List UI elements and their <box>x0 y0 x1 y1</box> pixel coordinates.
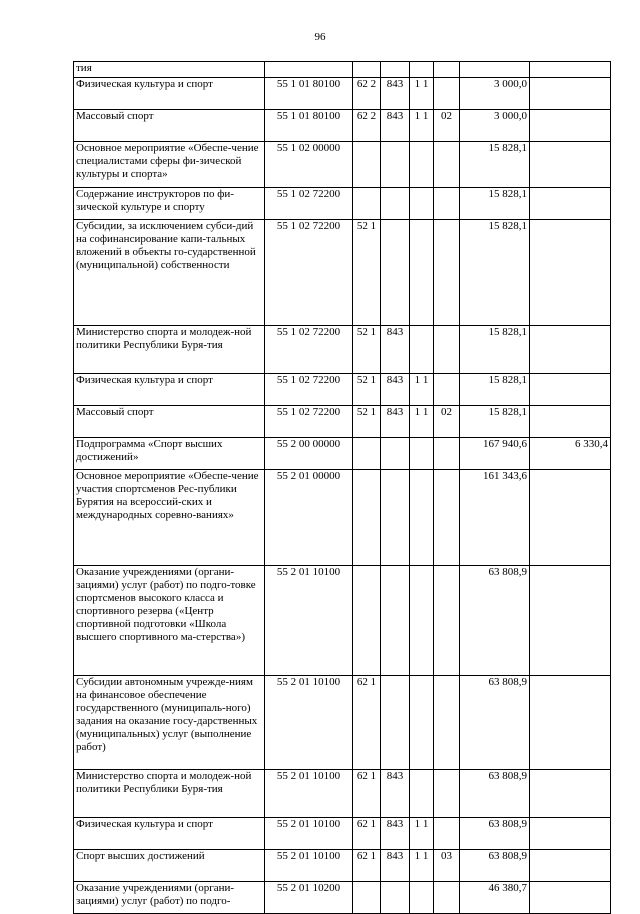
row-sum2 <box>530 374 611 406</box>
table-row <box>74 850 611 882</box>
row-vr <box>353 62 381 78</box>
row-code: 55 2 01 10100 <box>265 850 353 882</box>
table-row <box>74 882 611 914</box>
row-sum1: 161 343,6 <box>460 470 530 566</box>
row-code: 55 2 01 10100 <box>265 566 353 676</box>
row-rz: 1 1 <box>410 406 434 438</box>
row-gr: 843 <box>381 374 410 406</box>
table-row <box>74 62 611 78</box>
row-code: 55 1 02 00000 <box>265 142 353 188</box>
row-pr <box>434 438 460 470</box>
table-row <box>74 676 611 770</box>
row-sum2 <box>530 470 611 566</box>
row-vr: 62 2 <box>353 110 381 142</box>
row-name: Физическая культура и спорт <box>74 818 265 850</box>
row-vr: 62 1 <box>353 676 381 770</box>
row-sum2 <box>530 62 611 78</box>
row-sum1: 63 808,9 <box>460 676 530 770</box>
row-sum1: 3 000,0 <box>460 78 530 110</box>
row-rz <box>410 438 434 470</box>
table-row <box>74 374 611 406</box>
row-vr: 62 1 <box>353 818 381 850</box>
row-vr <box>353 470 381 566</box>
row-sum1 <box>460 62 530 78</box>
row-name: Министерство спорта и молодеж-ной политики Республики Буря-тия <box>74 770 265 818</box>
row-sum1: 15 828,1 <box>460 142 530 188</box>
row-gr <box>381 566 410 676</box>
row-vr: 62 2 <box>353 78 381 110</box>
row-pr: 02 <box>434 406 460 438</box>
row-sum2 <box>530 818 611 850</box>
table-row <box>74 188 611 220</box>
row-vr: 52 1 <box>353 374 381 406</box>
row-sum1: 63 808,9 <box>460 818 530 850</box>
row-pr <box>434 62 460 78</box>
row-vr: 52 1 <box>353 406 381 438</box>
row-pr <box>434 220 460 326</box>
row-code: 55 1 01 80100 <box>265 110 353 142</box>
row-sum1: 63 808,9 <box>460 770 530 818</box>
row-sum1: 15 828,1 <box>460 374 530 406</box>
row-vr: 62 1 <box>353 770 381 818</box>
row-gr <box>381 676 410 770</box>
row-pr <box>434 188 460 220</box>
row-rz: 1 1 <box>410 78 434 110</box>
table-row <box>74 220 611 326</box>
row-name: Основное мероприятие «Обеспе-чение участия спортсменов Рес-публики Бурятия на всероссий-ских и международных соревно-ваниях» <box>74 470 265 566</box>
row-code: 55 1 02 72200 <box>265 374 353 406</box>
row-gr <box>381 220 410 326</box>
row-pr <box>434 566 460 676</box>
row-gr: 843 <box>381 850 410 882</box>
table-row <box>74 406 611 438</box>
row-sum2 <box>530 326 611 374</box>
row-gr: 843 <box>381 110 410 142</box>
row-sum2 <box>530 882 611 914</box>
row-code: 55 1 02 72200 <box>265 326 353 374</box>
table-row <box>74 770 611 818</box>
row-gr: 843 <box>381 326 410 374</box>
row-name: Массовый спорт <box>74 110 265 142</box>
row-sum1: 15 828,1 <box>460 188 530 220</box>
row-rz <box>410 142 434 188</box>
row-pr <box>434 882 460 914</box>
row-sum1: 15 828,1 <box>460 406 530 438</box>
row-pr: 03 <box>434 850 460 882</box>
row-sum1: 15 828,1 <box>460 326 530 374</box>
row-code: 55 2 00 00000 <box>265 438 353 470</box>
row-name: Массовый спорт <box>74 406 265 438</box>
row-vr <box>353 188 381 220</box>
row-sum2 <box>530 406 611 438</box>
row-pr <box>434 78 460 110</box>
row-name: Министерство спорта и молодеж-ной политики Республики Буря-тия <box>74 326 265 374</box>
table-row <box>74 818 611 850</box>
row-name: Основное мероприятие «Обеспе-чение специалистами сферы фи-зической культуры и спорта» <box>74 142 265 188</box>
row-rz <box>410 220 434 326</box>
row-vr <box>353 882 381 914</box>
row-vr <box>353 566 381 676</box>
row-pr <box>434 770 460 818</box>
row-rz <box>410 470 434 566</box>
table-row <box>74 470 611 566</box>
row-code: 55 1 01 80100 <box>265 78 353 110</box>
row-sum1: 3 000,0 <box>460 110 530 142</box>
row-rz <box>410 676 434 770</box>
row-vr: 52 1 <box>353 326 381 374</box>
table-row <box>74 326 611 374</box>
row-code: 55 1 02 72200 <box>265 188 353 220</box>
row-name: Подпрограмма «Спорт высших достижений» <box>74 438 265 470</box>
row-vr: 62 1 <box>353 850 381 882</box>
row-code <box>265 62 353 78</box>
row-sum1: 46 380,7 <box>460 882 530 914</box>
row-vr: 52 1 <box>353 220 381 326</box>
row-rz <box>410 326 434 374</box>
row-rz: 1 1 <box>410 818 434 850</box>
row-code: 55 1 02 72200 <box>265 406 353 438</box>
row-gr <box>381 438 410 470</box>
table-row <box>74 78 611 110</box>
row-vr <box>353 438 381 470</box>
row-code: 55 2 01 10200 <box>265 882 353 914</box>
row-name: Субсидии, за исключением субси-дий на софинансирование капи-тальных вложений в объекты го-сударственной (муниципальной) собственности <box>74 220 265 326</box>
row-sum2 <box>530 676 611 770</box>
row-rz <box>410 566 434 676</box>
row-name: Оказание учреждениями (органи-зациями) услуг (работ) по подго- <box>74 882 265 914</box>
row-sum2 <box>530 110 611 142</box>
table-row <box>74 438 611 470</box>
row-rz: 1 1 <box>410 850 434 882</box>
row-name: Физическая культура и спорт <box>74 78 265 110</box>
page-number: 96 <box>314 31 326 43</box>
row-name: Содержание инструкторов по фи-зической культуре и спорту <box>74 188 265 220</box>
row-gr: 843 <box>381 78 410 110</box>
row-name: Оказание учреждениями (органи-зациями) услуг (работ) по подго-товке спортсменов высокого класса и спортивного резерва («Центр спортивной подготовки «Школа высшего спортивного ма-стерства») <box>74 566 265 676</box>
row-rz <box>410 188 434 220</box>
table-row <box>74 110 611 142</box>
row-pr <box>434 326 460 374</box>
row-pr <box>434 470 460 566</box>
row-vr <box>353 142 381 188</box>
row-rz <box>410 770 434 818</box>
budget-table-body <box>74 62 611 914</box>
row-gr <box>381 882 410 914</box>
row-code: 55 1 02 72200 <box>265 220 353 326</box>
row-name: Спорт высших достижений <box>74 850 265 882</box>
row-code: 55 2 01 10100 <box>265 818 353 850</box>
row-name: Физическая культура и спорт <box>74 374 265 406</box>
table-row <box>74 566 611 676</box>
row-gr: 843 <box>381 770 410 818</box>
row-pr <box>434 142 460 188</box>
row-code: 55 2 01 00000 <box>265 470 353 566</box>
row-name: Субсидии автономным учрежде-ниям на финансовое обеспечение государственного (муниципаль-ного) задания на оказание госу-дарственных (муниципальных) услуг (выполнение работ) <box>74 676 265 770</box>
row-code: 55 2 01 10100 <box>265 770 353 818</box>
row-pr <box>434 676 460 770</box>
row-code: 55 2 01 10100 <box>265 676 353 770</box>
row-rz <box>410 882 434 914</box>
row-gr: 843 <box>381 406 410 438</box>
row-pr <box>434 374 460 406</box>
row-pr: 02 <box>434 110 460 142</box>
row-gr <box>381 470 410 566</box>
row-gr <box>381 142 410 188</box>
row-sum1: 15 828,1 <box>460 220 530 326</box>
row-gr <box>381 62 410 78</box>
row-sum1: 63 808,9 <box>460 850 530 882</box>
table-row <box>74 142 611 188</box>
row-sum2 <box>530 850 611 882</box>
row-sum2 <box>530 770 611 818</box>
row-sum1: 167 940,6 <box>460 438 530 470</box>
row-gr <box>381 188 410 220</box>
row-sum2 <box>530 188 611 220</box>
budget-table <box>73 61 611 914</box>
row-sum2 <box>530 566 611 676</box>
row-rz <box>410 62 434 78</box>
row-sum2 <box>530 220 611 326</box>
row-gr: 843 <box>381 818 410 850</box>
row-name: тия <box>74 62 265 78</box>
row-rz: 1 1 <box>410 110 434 142</box>
row-sum1: 63 808,9 <box>460 566 530 676</box>
row-pr <box>434 818 460 850</box>
row-sum2 <box>530 142 611 188</box>
row-rz: 1 1 <box>410 374 434 406</box>
row-sum2 <box>530 78 611 110</box>
row-sum2: 6 330,4 <box>530 438 611 470</box>
